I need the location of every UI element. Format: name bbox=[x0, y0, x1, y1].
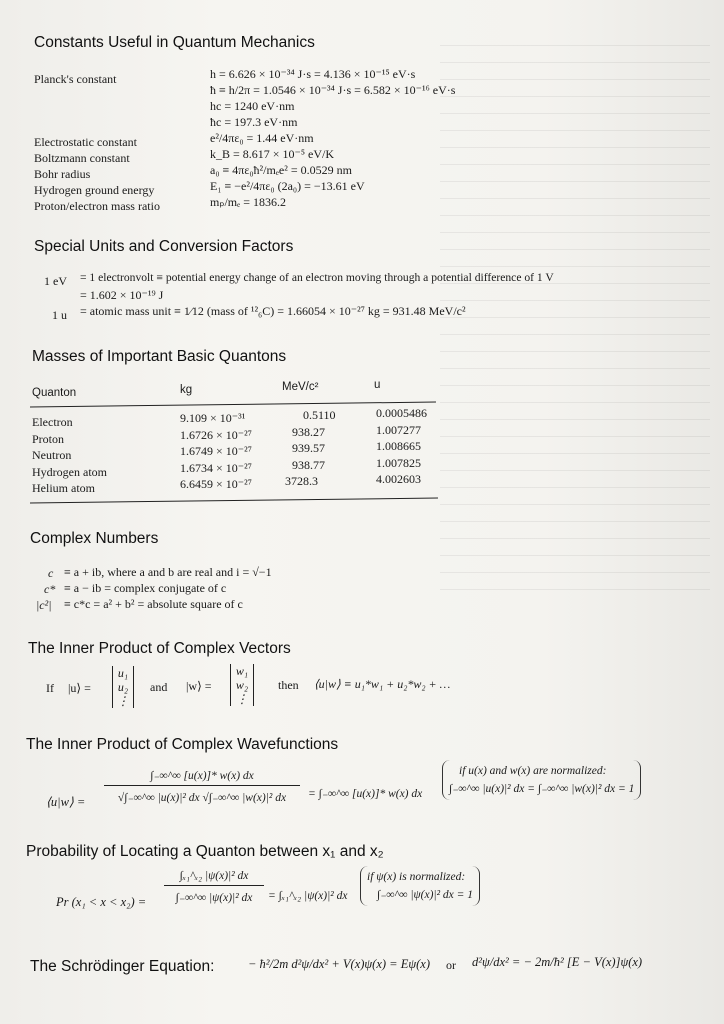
constant-label: Electrostatic constant bbox=[34, 135, 137, 149]
vector-entry: w₁ bbox=[235, 664, 249, 678]
note-equation: ∫₋∞^∞ |ψ(x)|² dx = 1 bbox=[377, 889, 474, 901]
complex-heading: Complex Numbers bbox=[30, 530, 159, 547]
unit-symbol: 1 u bbox=[52, 308, 67, 322]
complex-lhs: |c²| bbox=[36, 598, 52, 612]
probability-eq2: = ∫ₓ₁^ₓ₂ |ψ(x)|² dx bbox=[268, 890, 348, 902]
table-cell: 1.6749 × 10⁻²⁷ bbox=[180, 444, 252, 458]
if-label: If bbox=[46, 681, 54, 695]
probability-heading: Probability of Locating a Quanton between x₁ and x₂ bbox=[26, 843, 384, 860]
table-cell: 6.6459 × 10⁻²⁷ bbox=[180, 477, 252, 491]
unit-definition: = atomic mass unit ≡ 1⁄12 (mass of ¹²₆C) = 1.66054 × 10⁻²⁷ kg = 931.48 MeV/c² bbox=[80, 304, 466, 318]
table-cell: Electron bbox=[32, 415, 73, 429]
table-cell: 938.77 bbox=[292, 457, 325, 472]
constant-label: Planck's constant bbox=[34, 72, 117, 86]
column-header: u bbox=[374, 379, 381, 391]
table-cell: Proton bbox=[32, 431, 65, 446]
table-cell: 1.008665 bbox=[376, 439, 421, 453]
note-title: if u(x) and w(x) are normalized: bbox=[459, 765, 607, 777]
constant-value: ħ ≡ h/2π = 1.0546 × 10⁻³⁴ J·s = 6.582 × 10⁻¹⁶ eV·s bbox=[210, 83, 456, 97]
table-column-kg bbox=[180, 410, 252, 493]
complex-rhs: ≡ c*c = a² + b² = absolute square of c bbox=[64, 597, 243, 611]
inner-wave-lhs: ⟨u|w⟩ = bbox=[46, 795, 86, 809]
probability-numerator: ∫ₓ₁^ₓ₂ |ψ(x)|² dx bbox=[164, 870, 264, 886]
table-cell: Hydrogen atom bbox=[32, 464, 107, 479]
table-cell: 1.007277 bbox=[376, 422, 421, 437]
constant-value: a₀ ≡ 4πε₀ħ²/mₑe² = 0.0529 nm bbox=[210, 163, 352, 177]
probability-normalized-note bbox=[360, 866, 480, 906]
ket-u-label: |u⟩ = bbox=[68, 681, 91, 695]
probability-fraction bbox=[164, 870, 264, 904]
column-header: Quanton bbox=[32, 387, 77, 399]
vector-entry: u₁ bbox=[117, 666, 129, 680]
inner-wave-normalized-note bbox=[442, 760, 641, 800]
constant-value: hc = 1240 eV·nm bbox=[210, 99, 295, 113]
table-cell: 0.5110 bbox=[303, 408, 336, 422]
then-label: then bbox=[278, 678, 299, 692]
table-cell: Neutron bbox=[32, 448, 72, 462]
constant-value: ħc = 197.3 eV·nm bbox=[210, 115, 298, 129]
note-title: if ψ(x) is normalized: bbox=[367, 871, 466, 883]
unit-definition: = 1.602 × 10⁻¹⁹ J bbox=[80, 288, 164, 302]
vector-entry: u₂ bbox=[117, 680, 129, 694]
vector-entry: ⋮ bbox=[236, 692, 248, 706]
schrodinger-equation-1: − ħ²/2m d²ψ/dx² + V(x)ψ(x) = Eψ(x) bbox=[248, 957, 431, 971]
inner-wave-numerator: ∫₋∞^∞ [u(x)]* w(x) dx bbox=[104, 768, 300, 786]
complex-lhs: c bbox=[48, 566, 54, 580]
inner-wave-denominator: √∫₋∞^∞ |u(x)|² dx √∫₋∞^∞ |w(x)|² dx bbox=[117, 792, 287, 804]
constant-value: k_B = 8.617 × 10⁻⁵ eV/K bbox=[210, 147, 335, 161]
complex-lhs: c* bbox=[44, 582, 56, 596]
table-cell: 1.6734 × 10⁻²⁷ bbox=[180, 460, 252, 475]
vector-u-matrix bbox=[112, 666, 134, 708]
table-cell: 0.0005486 bbox=[376, 406, 427, 420]
note-equation: ∫₋∞^∞ |u(x)|² dx = ∫₋∞^∞ |w(x)|² dx = 1 bbox=[449, 783, 635, 795]
table-cell: 938.27 bbox=[292, 424, 325, 439]
complex-rhs: ≡ a − ib = complex conjugate of c bbox=[64, 581, 227, 595]
unit-symbol: 1 eV bbox=[44, 274, 67, 288]
table-cell: 1.6726 × 10⁻²⁷ bbox=[180, 427, 252, 442]
constant-label: Boltzmann constant bbox=[34, 151, 130, 165]
units-heading: Special Units and Conversion Factors bbox=[34, 238, 294, 255]
constant-label: Bohr radius bbox=[34, 167, 91, 181]
table-column-u bbox=[376, 405, 427, 488]
constant-value: e²/4πε₀ = 1.44 eV·nm bbox=[210, 131, 314, 145]
constants-heading: Constants Useful in Quantum Mechanics bbox=[34, 34, 315, 51]
schrodinger-equation-2: d²ψ/dx² = − 2m/ħ² [E − V(x)]ψ(x) bbox=[472, 955, 643, 969]
schrodinger-heading: The Schrödinger Equation: bbox=[30, 958, 215, 975]
unit-definition: = 1 electronvolt ≡ potential energy change of an electron moving through a potential difference of 1 V bbox=[80, 271, 554, 284]
table-cell: Helium atom bbox=[32, 481, 95, 495]
table-cell: 939.57 bbox=[292, 441, 325, 455]
probability-lhs: Pr (x₁ < x < x₂) = bbox=[56, 895, 147, 909]
vector-entry: ⋮ bbox=[117, 694, 129, 708]
and-label: and bbox=[150, 680, 168, 694]
table-cell: 4.002603 bbox=[376, 472, 421, 486]
vector-w-matrix bbox=[230, 664, 254, 706]
masses-heading: Masses of Important Basic Quantons bbox=[32, 348, 287, 365]
inner-wave-heading: The Inner Product of Complex Wavefunctions bbox=[26, 736, 339, 753]
constant-value: mₚ/mₑ = 1836.2 bbox=[210, 195, 286, 209]
complex-rhs: ≡ a + ib, where a and b are real and i = √−1 bbox=[64, 565, 272, 579]
table-cell: 3728.3 bbox=[285, 474, 318, 488]
or-label: or bbox=[446, 958, 456, 972]
inner-wave-eq2: = ∫₋∞^∞ [u(x)]* w(x) dx bbox=[308, 788, 423, 800]
inner-vectors-heading: The Inner Product of Complex Vectors bbox=[28, 640, 291, 657]
column-header: MeV/c² bbox=[282, 381, 319, 393]
constant-label: Proton/electron mass ratio bbox=[34, 199, 160, 213]
table-cell: 1.007825 bbox=[376, 455, 421, 470]
constant-value: h = 6.626 × 10⁻³⁴ J·s = 4.136 × 10⁻¹⁵ eV·s bbox=[210, 67, 416, 81]
inner-wave-fraction bbox=[104, 768, 300, 804]
table-cell: 9.109 × 10⁻³¹ bbox=[180, 411, 246, 425]
vector-entry: w₂ bbox=[235, 678, 249, 692]
bleed-through-shadow bbox=[440, 30, 710, 590]
inner-product-result: ⟨u|w⟩ ≡ u₁*w₁ + u₂*w₂ + … bbox=[314, 677, 451, 691]
table-rule-bottom bbox=[30, 498, 438, 504]
table-column-quanton bbox=[32, 414, 107, 497]
column-header: kg bbox=[180, 384, 193, 396]
ket-w-label: |w⟩ = bbox=[186, 679, 212, 693]
constant-label: Hydrogen ground energy bbox=[34, 183, 155, 197]
constant-value: E₁ ≡ −e²/4πε₀ (2a₀) = −13.61 eV bbox=[210, 179, 365, 193]
probability-denominator: ∫₋∞^∞ |ψ(x)|² dx bbox=[175, 892, 253, 904]
table-column-mev bbox=[285, 407, 336, 490]
